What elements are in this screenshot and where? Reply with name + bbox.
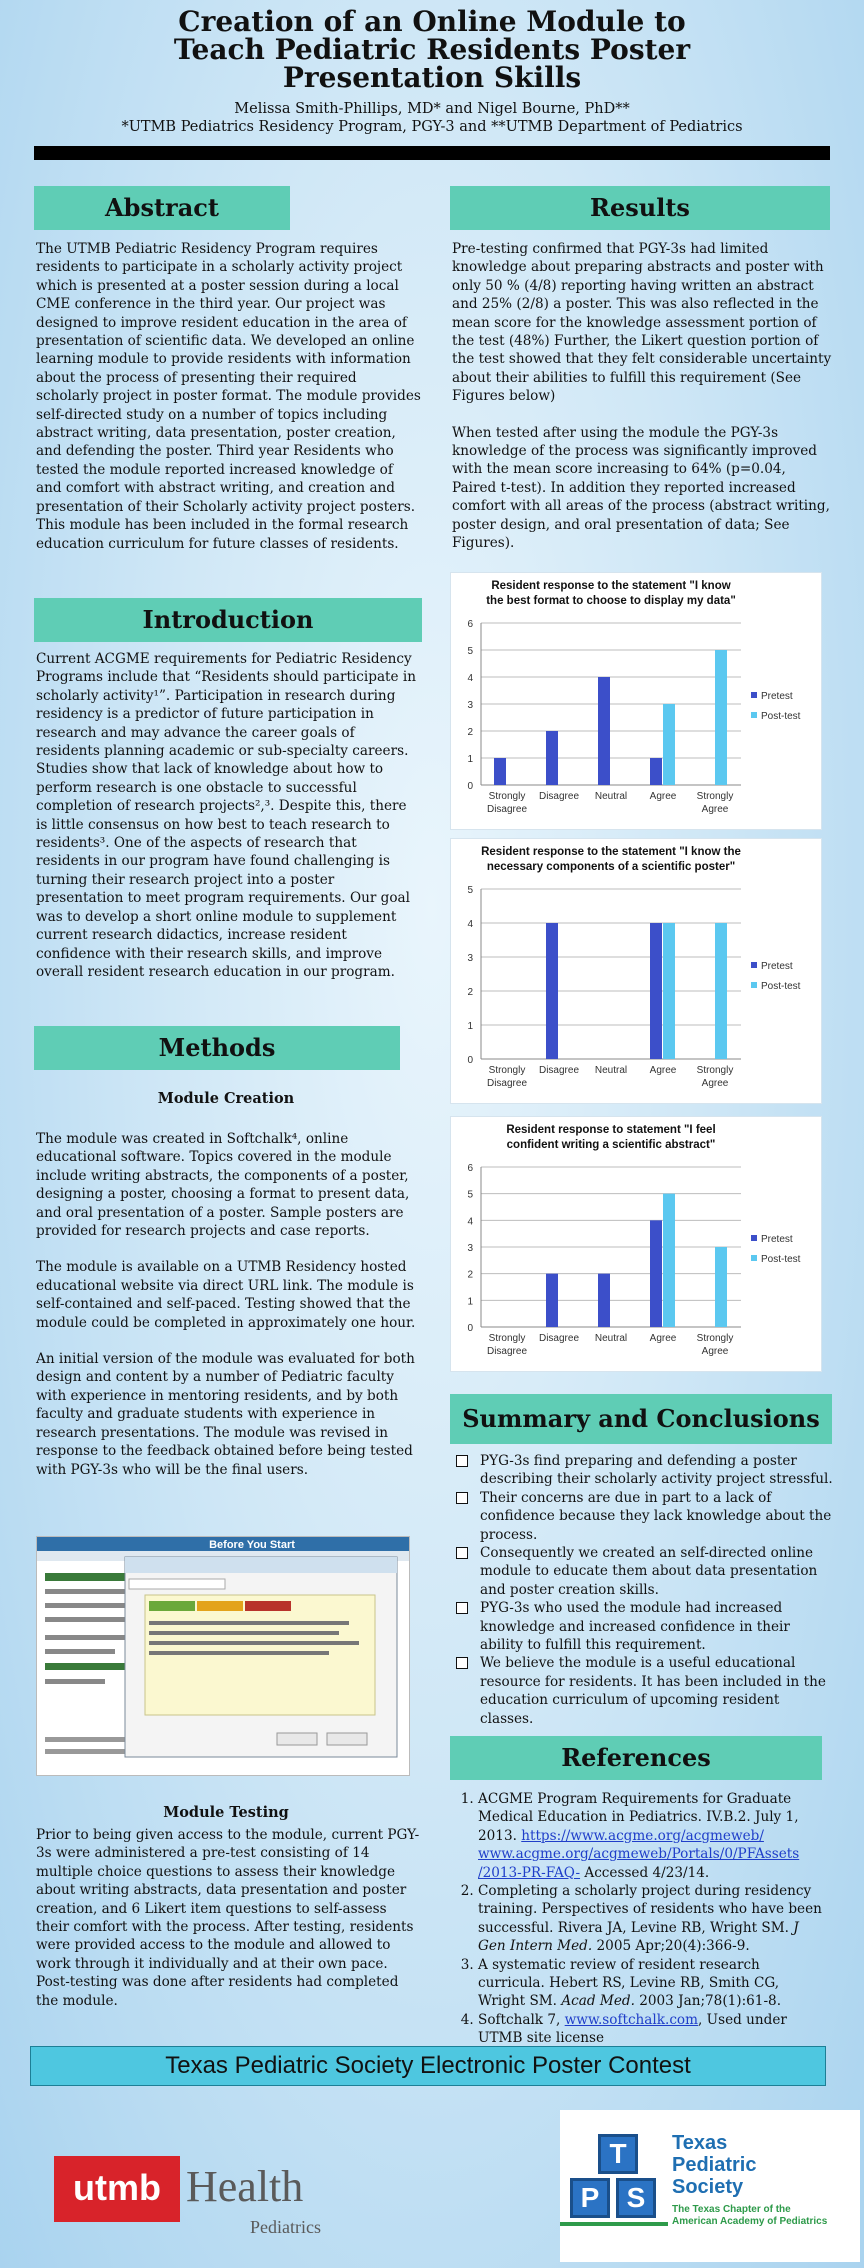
chart-legend-label: Pretest [761, 691, 793, 702]
chart-x-tick-label: Agree [649, 791, 677, 802]
summary-heading: Summary and Conclusions [450, 1394, 832, 1444]
chart-y-tick-label: 1 [467, 1296, 473, 1308]
chart-legend-label: Post-test [761, 711, 801, 722]
tps-block-s: S [616, 2178, 656, 2218]
chart-bar-pretest [494, 758, 506, 785]
reference-text: Completing a scholarly project during residency training. Perspectives of residents who have been successful. Rivera JA, Levine RB, Wright SM. [478, 1883, 822, 1936]
tps-tag-line: American Academy of Pediatrics [672, 2216, 828, 2227]
chart-y-tick-label: 6 [467, 619, 473, 630]
chart-best-format [450, 572, 822, 830]
abstract-heading: Abstract [34, 186, 290, 230]
chart-title-line: necessary components of a scientific poster" [486, 861, 736, 873]
chart-x-tick-label: Disagree [538, 791, 580, 802]
reference-text: A systematic review of resident research curricula. Hebert RS, Levine RB, Smith CG, Wright SM. [478, 1956, 780, 2010]
reference-journal: J Gen Intern Med. [478, 1919, 799, 1955]
chart-legend-swatch [751, 712, 757, 718]
chart-x-tick-label: Agree [649, 1065, 677, 1076]
utmb-pediatrics-text: Pediatrics [250, 2217, 321, 2237]
methods-heading: Methods [34, 1026, 400, 1070]
chart-title-line: Resident response to statement "I feel [506, 1124, 716, 1136]
results-text [452, 240, 832, 571]
tps-tag-line: The Texas Chapter of the [672, 2204, 791, 2215]
chart-y-tick-label: 1 [467, 754, 473, 765]
chart-title-line: Resident response to the statement "I know [491, 580, 731, 592]
module-creation-subheading: Module Creation [157, 1090, 295, 1107]
chart-bar-pretest [598, 677, 610, 785]
chart-legend-swatch [751, 982, 757, 988]
reference-tail: , Used under UTMB site license [478, 2011, 787, 2047]
affiliations: *UTMB Pediatrics Residency Program, PGY-3 and **UTMB Department of Pediatrics [121, 119, 743, 135]
chart-bar-pretest [598, 1274, 610, 1327]
chart-x-tick-label: Neutral [594, 1333, 628, 1344]
contest-banner: Texas Pediatric Society Electronic Poster Contest [30, 2046, 826, 2086]
chart-bar-posttest [715, 650, 727, 785]
chart-x-tick-label: Agree [649, 1333, 677, 1344]
chart-legend-label: Post-test [761, 981, 801, 992]
reference-tail: 2005 Apr;20(4):366-9. [596, 1938, 750, 1955]
chart-y-tick-label: 4 [467, 673, 473, 684]
chart-bar-pretest [546, 923, 558, 1059]
chart-y-tick-label: 2 [467, 1269, 473, 1281]
chart-x-tick-label: Agree [701, 1078, 729, 1089]
summary-item: We believe the module is a useful educational resource for residents. It has been included in the education curriculum of upcoming resident classes. [452, 1654, 836, 1728]
utmb-logo-box [54, 2156, 180, 2222]
reference-item [478, 2011, 824, 2048]
reference-journal: Acad Med. [561, 1993, 635, 2010]
chart-x-tick-label: Disagree [486, 1346, 528, 1357]
title-line: Teach Pediatric Residents Poster [173, 33, 691, 66]
reference-text: Softchalk 7, [478, 2011, 561, 2028]
chart-bar-pretest [650, 1220, 662, 1327]
chart-legend-swatch [751, 692, 757, 698]
methods-paragraph: The module was created in Softchalk⁴, online educational software. Topics covered in the module include writing abstracts, the components of a poster, designing a poster, choosing a format to present data, and oral presentation of a poster. Sample posters are provided for research projects and case reports. [36, 1131, 410, 1240]
chart-y-tick-label: 4 [467, 919, 473, 930]
chart-y-tick-label: 5 [467, 1189, 473, 1201]
tps-name-line: Society [672, 2176, 744, 2198]
chart-legend-label: Post-test [761, 1254, 801, 1265]
abstract-text: The UTMB Pediatric Residency Program requires residents to participate in a scholarly activity project which is presented at a poster session during a local CME conference in the third year. Our project was designed to improve resident education in the area of presentation of scientific data. We developed an online learning module to provide residents with information about the process of presenting their required scholarly project in poster format. The module provides self-directed study on a number of topics including abstract writing, data presentation, poster creation, and defending the poster. Third year Residents who tested the module reported increased knowledge of and comfort with abstract writing, and creation and presentation of their Scholarly activity project posters. This module has been included in the formal research education curriculum for future classes of residents. [36, 241, 421, 552]
reference-item [478, 1956, 824, 2011]
chart-y-tick-label: 4 [467, 1216, 473, 1228]
chart-x-tick-label: Disagree [486, 1078, 528, 1089]
module-screenshot-graphic [37, 1537, 410, 1776]
chart-best-format-svg [451, 573, 823, 831]
chart-abstract-confidence-svg [451, 1117, 823, 1373]
module-banner: Before You Start [209, 1539, 295, 1551]
chart-bar-pretest [546, 731, 558, 785]
chart-poster-components-svg [451, 839, 823, 1105]
reference-item [478, 1882, 824, 1956]
chart-poster-components [450, 838, 822, 1104]
chart-y-tick-label: 0 [467, 1055, 473, 1066]
summary-item: Consequently we created an self-directed online module to educate them about data presentation and poster creation skills. [452, 1544, 836, 1599]
reference-tail: Accessed 4/23/14. [584, 1864, 710, 1881]
utmb-logo-text: utmb [73, 2167, 161, 2208]
utmb-health-logo [54, 2156, 374, 2246]
chart-legend-swatch [751, 1255, 757, 1261]
chart-title-line: confident writing a scientific abstract" [506, 1139, 716, 1151]
summary-item: PYG-3s who used the module had increased knowledge and increased confidence in their ability to fulfill this requirement. [452, 1599, 836, 1654]
methods-paragraph: The module is available on a UTMB Residency hosted educational website via direct URL link. The module is self-contained and self-paced. Testing showed that the module could be completed in approximately one hour. [36, 1259, 416, 1331]
chart-x-tick-label: Strongly [696, 791, 734, 802]
module-screenshot [36, 1536, 410, 1776]
module-testing-subheading: Module Testing [163, 1804, 289, 1821]
tps-name-line: Pediatric [672, 2154, 757, 2176]
tps-name [672, 2132, 756, 2198]
chart-y-tick-label: 0 [467, 1323, 473, 1334]
authors-block [0, 100, 864, 136]
references-heading: References [450, 1736, 822, 1780]
chart-y-tick-label: 5 [467, 646, 473, 657]
tps-block-p: P [570, 2178, 610, 2218]
chart-bar-posttest [663, 704, 675, 785]
chart-x-tick-label: Neutral [594, 791, 628, 802]
chart-legend-label: Pretest [761, 961, 793, 972]
reference-tail: 2003 Jan;78(1):61-8. [639, 1993, 782, 2010]
summary-list-wrapper [452, 1452, 836, 1728]
methods-text-1 [36, 1130, 422, 1497]
chart-x-tick-label: Strongly [488, 1065, 526, 1076]
reference-link-acgme[interactable]: https://www.acgme.org/acgmeweb/ www.acgme.org/acgmeweb/Portals/0/PFAssets /2013-PR-FAQ- [478, 1827, 800, 1881]
methods-testing-text: Prior to being given access to the module, current PGY-3s were administered a pre-test consisting of 14 multiple choice questions to assess their knowledge about writing abstracts, data presentation and poster creation, and 6 Likert item questions to self-assess their comfort with the process. After testing, residents were provided access to the module and allowed to work through it individually and at their own pace. Post-testing was done after residents had completed the module. [36, 1827, 420, 2009]
methods-paragraph: An initial version of the module was evaluated for both design and content by a number of Pediatric faculty with experience in mentoring residents, and by both faculty and graduate students with experience in research presentations. The module was revised in response to the feedback obtained before being tested with PGY-3s who will be the final users. [36, 1351, 415, 1478]
chart-x-tick-label: Agree [701, 804, 729, 815]
chart-bar-pretest [650, 923, 662, 1059]
chart-y-tick-label: 2 [467, 727, 473, 738]
chart-x-tick-label: Agree [701, 1346, 729, 1357]
summary-list [452, 1452, 836, 1728]
chart-y-tick-label: 5 [467, 885, 473, 896]
authors: Melissa Smith-Phillips, MD* and Nigel Bourne, PhD** [234, 101, 630, 117]
chart-x-tick-label: Strongly [488, 791, 526, 802]
chart-title-line: Resident response to the statement "I know the [481, 846, 741, 858]
poster-title [0, 5, 864, 94]
chart-y-tick-label: 3 [467, 700, 473, 711]
chart-y-tick-label: 6 [467, 1163, 473, 1174]
chart-bar-posttest [715, 1247, 727, 1327]
reference-text: ACGME Program Requirements for Graduate Medical Education in Pediatrics. IV.B.2. July 1, 2013. [478, 1791, 799, 1844]
reference-item [478, 1790, 824, 1882]
chart-legend-label: Pretest [761, 1234, 793, 1245]
results-paragraph: When tested after using the module the PGY-3s knowledge of the process was significantly improved with the mean score increasing to 64% (p=0.04, Paired t-test). In addition they reported increased comfort with all areas of the process (abstract writing, poster design, and oral presentation of data; See Figures). [452, 424, 830, 552]
introduction-text: Current ACGME requirements for Pediatric Residency Programs include that “Residents should participate in scholarly activity¹”. Participation in research during residency is a predictor of future participation in research and may advance the career goals of residents planning academic or sub-specialty careers. Studies show that lack of knowledge about how to perform research is one obstacle to successful completion of research projects²,³. Despite this, there is little consensus on how best to teach research to residents³. One of the aspects of research that residents in our program have found challenging is turning their research project into a poster presentation to meet program requirements. Our goal was to develop a short online module to supplement current research didactics, increase resident confidence with their research skills, and improve overall resident research education in our program. [36, 651, 416, 980]
chart-bar-posttest [663, 923, 675, 1059]
reference-link-softchalk[interactable]: www.softchalk.com [564, 2011, 699, 2028]
chart-abstract-confidence [450, 1116, 822, 1372]
chart-bar-posttest [715, 923, 727, 1059]
tps-green-line [560, 2222, 668, 2226]
chart-x-tick-label: Disagree [486, 804, 528, 815]
chart-bar-posttest [663, 1194, 675, 1327]
references-list-wrapper [452, 1790, 824, 2048]
chart-x-tick-label: Neutral [594, 1065, 628, 1076]
tps-tagline [672, 2204, 827, 2228]
chart-y-tick-label: 0 [467, 781, 473, 792]
summary-item: PYG-3s find preparing and defending a poster describing their scholarly activity project stressful. [452, 1452, 836, 1489]
chart-x-tick-label: Disagree [538, 1065, 580, 1076]
results-heading: Results [450, 186, 830, 230]
title-line: Creation of an Online Module to [178, 5, 686, 38]
tps-name-line: Texas [672, 2132, 728, 2154]
chart-bar-pretest [546, 1274, 558, 1327]
utmb-health-text: Health [186, 2162, 304, 2211]
chart-y-tick-label: 3 [467, 1243, 473, 1254]
title-line: Presentation Skills [282, 61, 582, 94]
chart-x-tick-label: Strongly [696, 1333, 734, 1344]
results-paragraph: Pre-testing confirmed that PGY-3s had limited knowledge about preparing abstracts and poster with only 50 % (4/8) reporting having written an abstract and 25% (2/8) a poster. This was also reflected in the mean score for the knowledge assessment portion of the test (48%) Further, the Likert question portion of the test showed that they felt considerable uncertainty about their abilities to fulfill this requirement (See Figures below) [452, 241, 832, 405]
references-list [452, 1790, 824, 2048]
introduction-heading: Introduction [34, 598, 422, 642]
summary-item: Their concerns are due in part to a lack of confidence because they lack knowledge about the process. [452, 1489, 836, 1544]
chart-y-tick-label: 1 [467, 1021, 473, 1032]
chart-legend-swatch [751, 1235, 757, 1241]
chart-bar-pretest [650, 758, 662, 785]
chart-x-tick-label: Strongly [488, 1333, 526, 1344]
chart-y-tick-label: 3 [467, 953, 473, 964]
tps-logo [560, 2110, 860, 2262]
chart-x-tick-label: Strongly [696, 1065, 734, 1076]
chart-y-tick-label: 2 [467, 987, 473, 998]
tps-block-t: T [598, 2134, 638, 2174]
title-divider-bar [34, 146, 830, 160]
chart-x-tick-label: Disagree [538, 1333, 580, 1344]
chart-legend-swatch [751, 962, 757, 968]
chart-title-line: the best format to choose to display my data" [486, 595, 736, 607]
